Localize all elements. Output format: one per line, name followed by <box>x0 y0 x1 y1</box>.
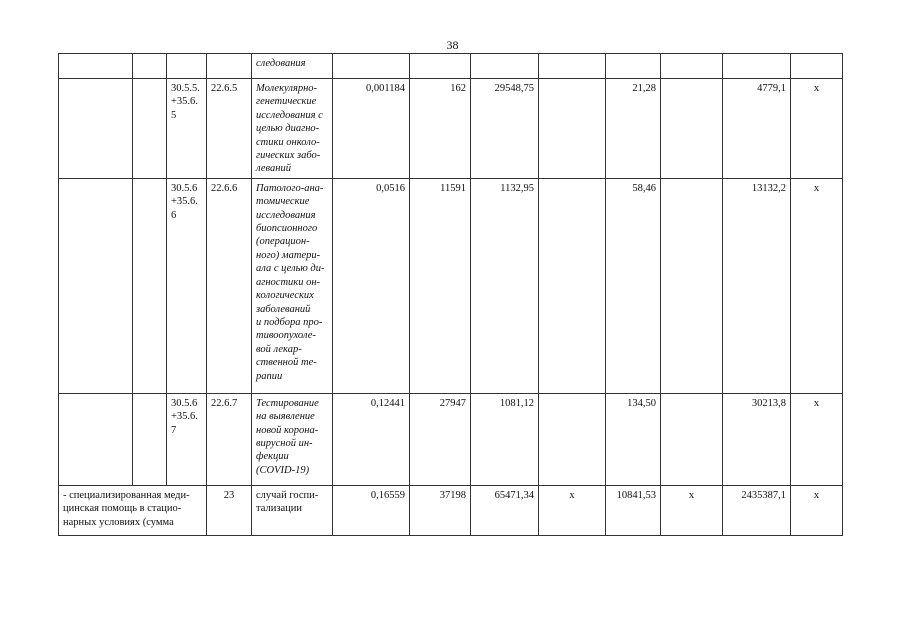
table-cell: 2435387,1 <box>723 485 791 535</box>
table-cell: 21,28 <box>606 79 661 179</box>
table-cell <box>133 79 167 179</box>
code-cell: 30.5.6 +35.6. 6 <box>171 182 198 221</box>
table-cell: 65471,34 <box>471 485 539 535</box>
table-cell <box>606 54 661 79</box>
table-cell <box>167 54 207 79</box>
table-cell <box>252 485 333 535</box>
table-cell <box>207 178 252 393</box>
table-cell: 10841,53 <box>606 485 661 535</box>
category-label: - специализированная меди- цинская помощь в стацио- нарных условиях (сумма <box>63 489 190 528</box>
table-cell <box>133 178 167 393</box>
table-cell: x <box>791 178 843 393</box>
table-cell: 0,001184 <box>333 79 410 179</box>
table-cell: 134,50 <box>606 393 661 485</box>
table-cell: x <box>791 79 843 179</box>
table-cell <box>167 178 207 393</box>
code-cell: 30.5.6 +35.6. 7 <box>171 397 198 436</box>
table-cell: 0,0516 <box>333 178 410 393</box>
table-row <box>59 79 843 179</box>
table-cell <box>791 54 843 79</box>
table-cell: 37198 <box>410 485 471 535</box>
table-cell <box>661 178 723 393</box>
table-cell <box>410 54 471 79</box>
table-cell: x <box>539 485 606 535</box>
table-cell <box>252 79 333 179</box>
table-cell <box>539 54 606 79</box>
table-cell <box>539 79 606 179</box>
table-cell <box>133 393 167 485</box>
table-cell <box>59 485 207 535</box>
service-name: Патолого-ана- томические исследования биопсионного (операцион- ного) матери- ала с целью ди- агностики он- кологических заболеваний и подбора про- тивоопухоле- вой лекар- ственной те- рапии <box>256 182 325 382</box>
table-cell: 4779,1 <box>723 79 791 179</box>
table-cell <box>252 178 333 393</box>
table-row <box>59 485 843 535</box>
table-cell <box>207 393 252 485</box>
data-table <box>58 53 843 536</box>
table-cell <box>661 54 723 79</box>
row-number: 22.6.5 <box>211 83 238 94</box>
table-cell: 0,16559 <box>333 485 410 535</box>
table-cell <box>59 54 133 79</box>
table-cell <box>661 79 723 179</box>
unit-label: случай госпи- тализации <box>256 489 319 515</box>
table-cell <box>59 79 133 179</box>
table-row <box>59 393 843 485</box>
table-cell <box>539 393 606 485</box>
service-name: Тестирование на выявление новой корона- вирусной ин- фекции (COVID-19) <box>256 397 319 476</box>
table-cell: 13132,2 <box>723 178 791 393</box>
table-cell: 1081,12 <box>471 393 539 485</box>
table-cell <box>723 54 791 79</box>
page-number: 38 <box>446 38 459 52</box>
table-cell <box>252 393 333 485</box>
table-cell <box>471 54 539 79</box>
table-cell <box>207 485 252 535</box>
service-name: Молекулярно- генетические исследования с целью диагно- стики онколо- гических забо- леваний <box>256 83 323 175</box>
table-cell: 0,12441 <box>333 393 410 485</box>
table-cell: 27947 <box>410 393 471 485</box>
table-cell: x <box>661 485 723 535</box>
table-cell <box>133 54 167 79</box>
table-cell <box>333 54 410 79</box>
table-cell: 162 <box>410 79 471 179</box>
table-cell <box>59 393 133 485</box>
table-cell: x <box>791 393 843 485</box>
table-cell: 1132,95 <box>471 178 539 393</box>
table-cell <box>207 54 252 79</box>
table-cell: 29548,75 <box>471 79 539 179</box>
table-cell <box>59 178 133 393</box>
table-row <box>59 178 843 393</box>
table-cell: 30213,8 <box>723 393 791 485</box>
table-cell <box>167 393 207 485</box>
table-cell: 11591 <box>410 178 471 393</box>
table-cell <box>661 393 723 485</box>
table-cell <box>167 79 207 179</box>
table-cell: x <box>791 485 843 535</box>
table-cell <box>207 79 252 179</box>
code-cell: 30.5.5. +35.6. 5 <box>171 83 200 121</box>
row-number: 22.6.6 <box>211 182 238 194</box>
table-cell: следования <box>252 54 333 79</box>
table-cell <box>539 178 606 393</box>
row-number: 22.6.7 <box>211 397 238 409</box>
row-number: 23 <box>223 489 235 501</box>
table-cell: 58,46 <box>606 178 661 393</box>
table-row <box>59 54 843 79</box>
